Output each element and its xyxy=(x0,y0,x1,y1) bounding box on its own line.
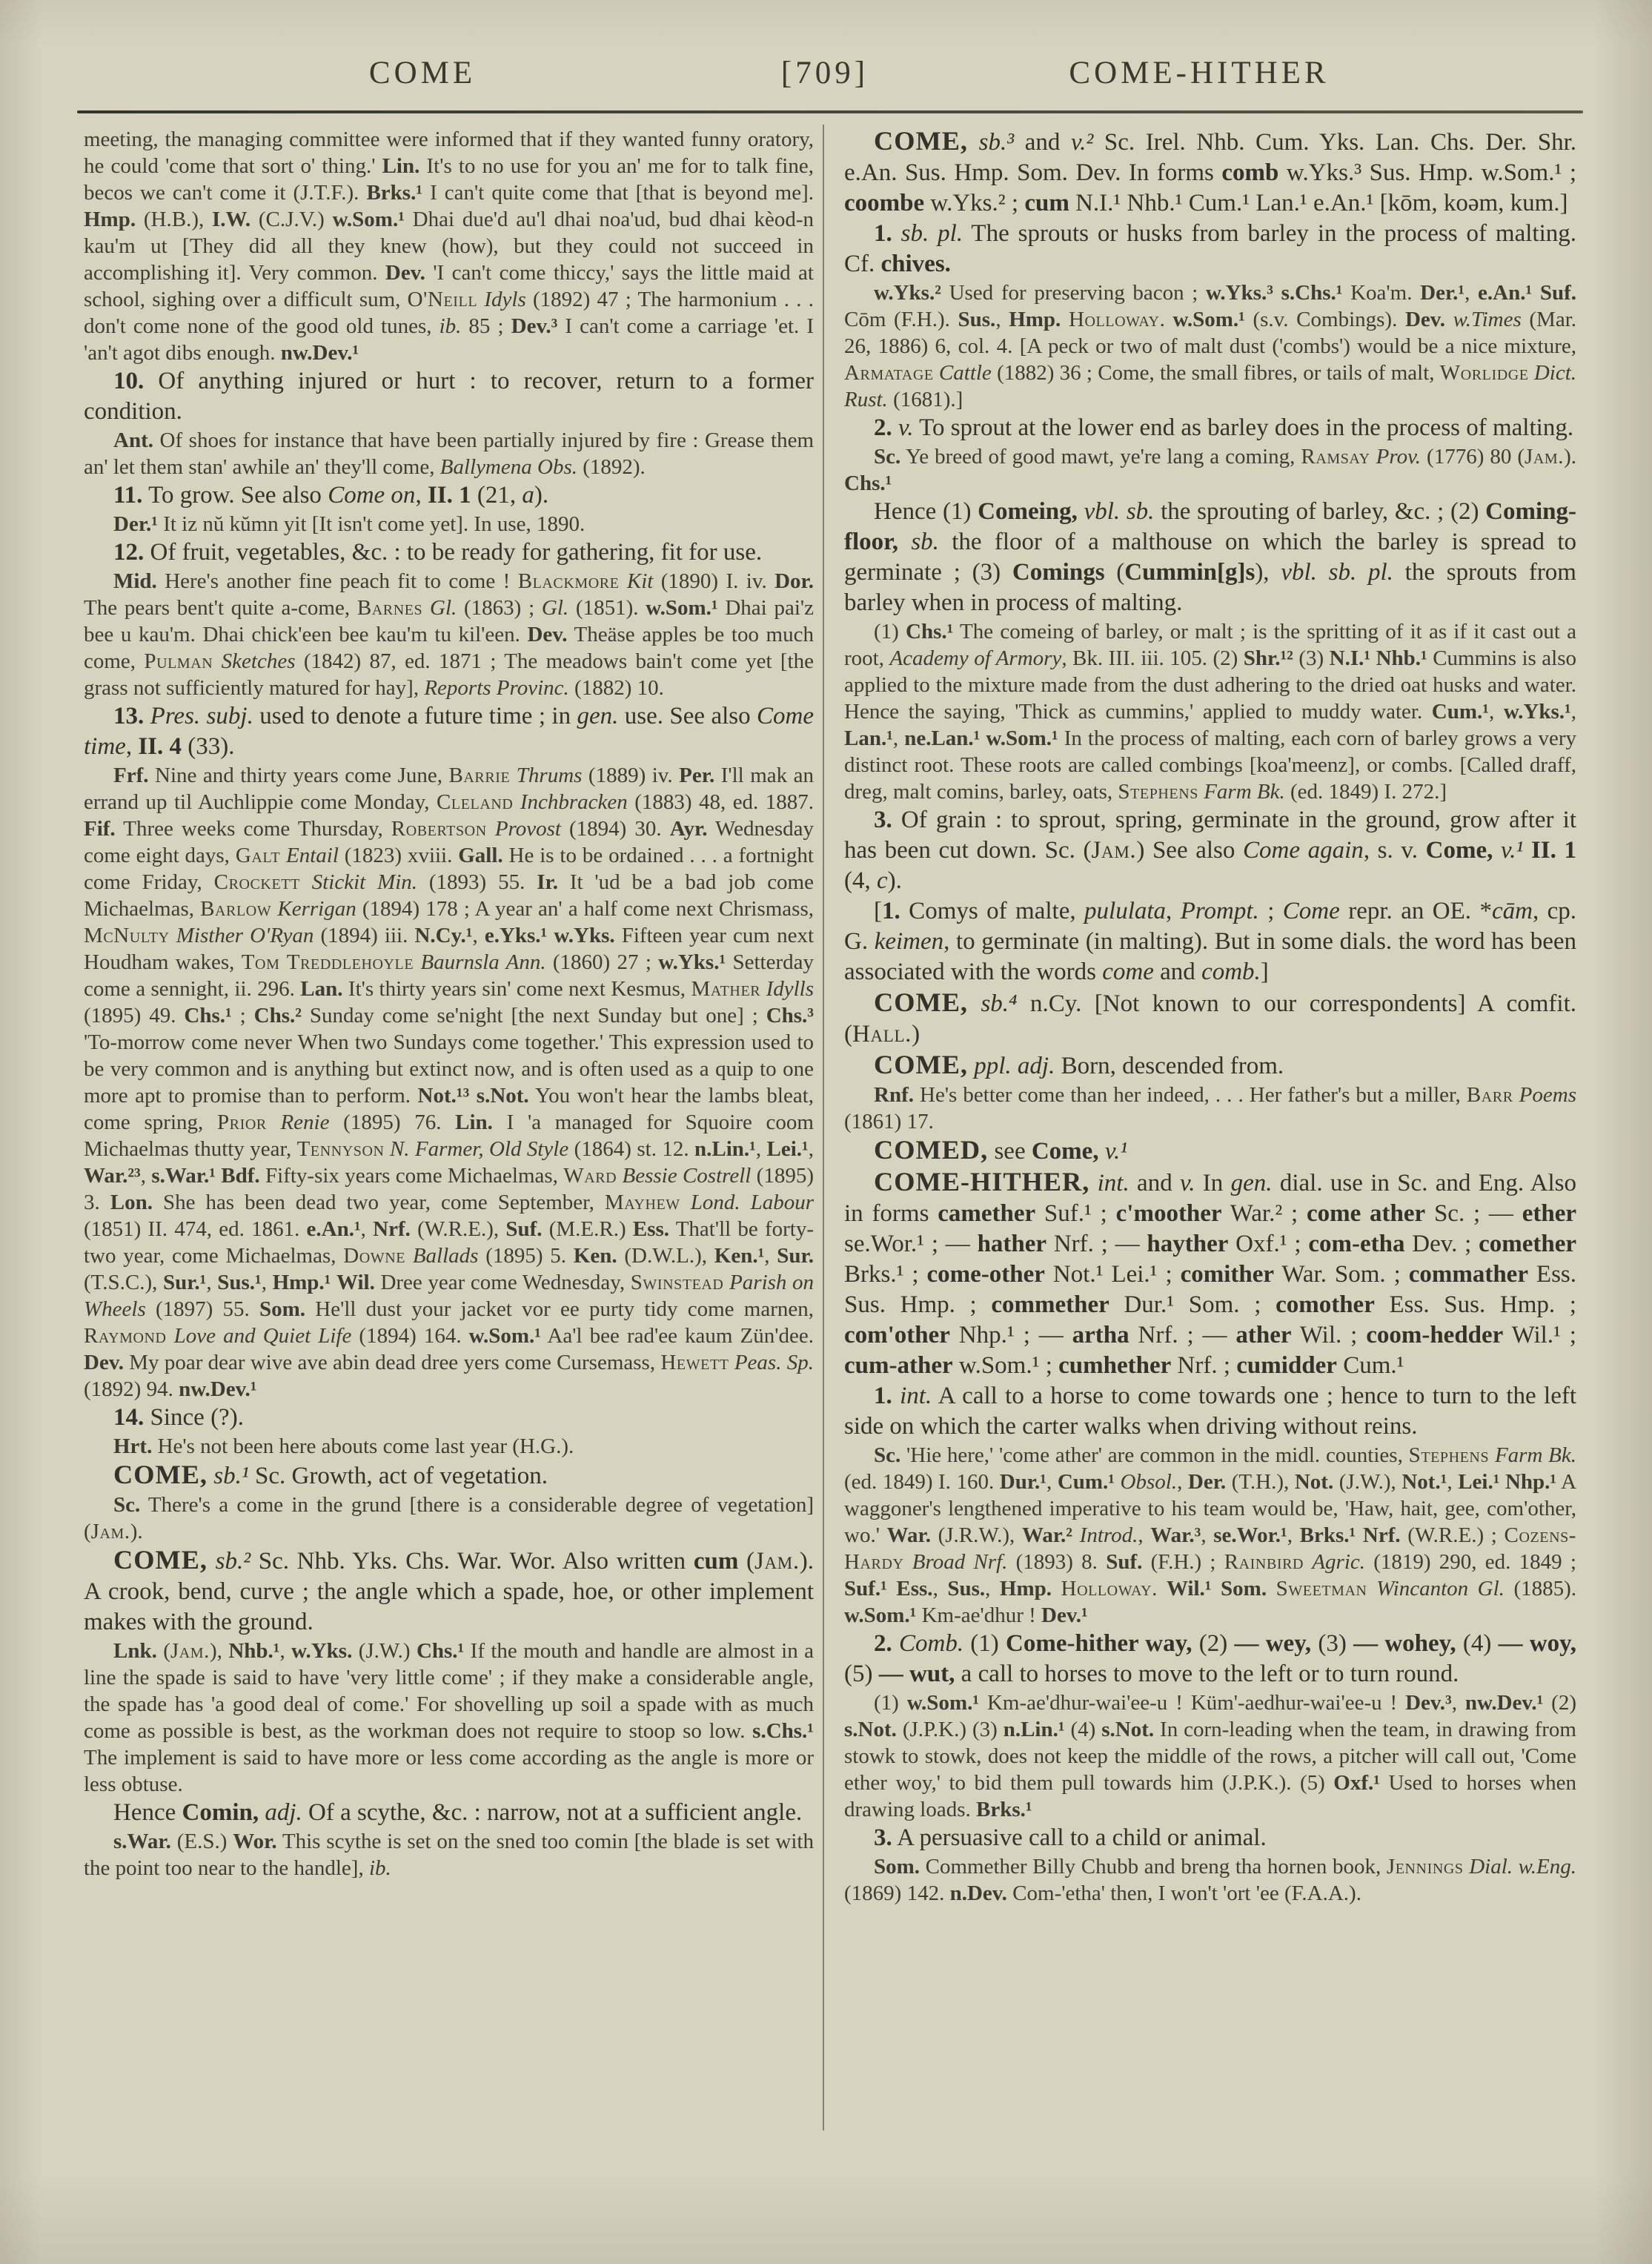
column-left xyxy=(84,126,814,1881)
running-title-right: COME-HITHER xyxy=(1069,56,1330,90)
definition-paragraph: 14. Since (?). xyxy=(113,1404,244,1431)
definition-paragraph: [1. Comys of malte, pululata, Prompt. ; Come repr. an OE. *cām, cp. G. keimen, to germinate (in malting). But in some dials. the word has been associated with the words come and comb.] xyxy=(844,898,1577,985)
running-title-left: COME xyxy=(368,56,477,90)
header-rule xyxy=(77,110,1583,113)
citation-paragraph: Ant. Of shoes for instance that have been partially injured by fire : Grease them an' let them stan' awhile an' they'll come, Ballymena Obs. (1892). xyxy=(84,428,814,479)
column-divider-rule xyxy=(823,125,824,2131)
entry-paragraph: COME, sb.¹ Sc. Growth, act of vegetation. xyxy=(113,1460,548,1489)
definition-paragraph: 11. To grow. See also Come on, II. 1 (21, a). xyxy=(113,482,549,509)
citation-paragraph: Rnf. He's better come than her indeed, . . . Her father's but a miller, Barr Poems (1861) 17. xyxy=(844,1083,1576,1133)
definition-paragraph: 13. Pres. subj. used to denote a future time ; in gen. use. See also Come time, II. 4 (33). xyxy=(84,703,815,760)
citation-paragraph: Sc. 'Hie here,' 'come ather' are common in the midl. counties, Stephens Farm Bk. (ed. 1849) I. 160. Dur.¹, Cum.¹ Obsol., Der. (T.H.), Not. (J.W.), Not.¹, Lei.¹ Nhp.¹ A waggoner's lengthened imperative to his team would be, 'Haw, hait, gee, com'other, wo.' War. (J.R.W.), War.² Introd., War.³, se.Wor.¹, Brks.¹ Nrf. (W.R.E.) ; Cozens-Hardy Broad Nrf. (1893) 8. Suf. (F.H.) ; Rainbird Agric. (1819) 290, ed. 1849 ; Suf.¹ Ess., Sus., Hmp. Holloway. Wil.¹ Som. Sweetman Wincanton Gl. (1885). w.Som.¹ Km-ae'dhur ! Dev.¹ xyxy=(844,1443,1577,1627)
definition-paragraph: 10. Of anything injured or hurt : to recover, return to a former condition. xyxy=(84,368,814,425)
entry-paragraph: COME, sb.⁴ n.Cy. [Not known to our correspondents] A comfit. (Hall.) xyxy=(844,987,1576,1047)
citation-paragraph: Mid. Here's another fine peach fit to come ! Blackmore Kit (1890) I. iv. Dor. The pears bent't quite a-come, Barnes Gl. (1863) ; Gl. (1851). w.Som.¹ Dhai pai'z bee u kau'm. Dhai chick'een bee kau'm tu kil'een. Dev. Theäse apples be too much come, Pulman Sketches (1842) 87, ed. 1871 ; The meadows bain't come yet [the grass not sufficiently matured for hay], Reports Provinc. (1882) 10. xyxy=(84,569,814,700)
definition-paragraph: 2. v. To sprout at the lower end as barley does in the process of malting. xyxy=(874,414,1574,441)
definition-paragraph: 2. Comb. (1) Come-hither way, (2) — wey, (3) — wohey, (4) — woy, (5) — wut, a call to horses to move to the left or to turn round. xyxy=(844,1630,1577,1687)
entry-paragraph: COME, sb.² Sc. Nhb. Yks. Chs. War. Wor. Also written cum (Jam.). A crook, bend, curve ; the angle which a spade, hoe, or other implement makes with the ground. xyxy=(84,1545,814,1635)
citation-paragraph: Sc. There's a come in the grund [there is a considerable degree of vegetation] (Jam.). xyxy=(84,1493,814,1543)
entry-paragraph: COMED, see Come, v.¹ xyxy=(874,1135,1128,1165)
definition-paragraph: 12. Of fruit, vegetables, &c. : to be ready for gathering, fit for use. xyxy=(113,539,763,566)
entry-paragraph: COME, ppl. adj. Born, descended from. xyxy=(874,1050,1284,1079)
definition-paragraph: Hence Comin, adj. Of a scythe, &c. : narrow, not at a sufficient angle. xyxy=(113,1799,803,1826)
citation-paragraph: Lnk. (Jam.), Nhb.¹, w.Yks. (J.W.) Chs.¹ If the mouth and handle are almost in a line the spade is said to have 'very little come' ; if they make a considerable angle, the spade has 'a good deal of come.' For shovelling up soil a spade with as much come as possible is best, as the workman does not require to stoop so low. s.Chs.¹ The implement is said to have more or less come according as the angle is more or less obtuse. xyxy=(84,1639,815,1796)
definition-paragraph: 3. A persuasive call to a child or animal. xyxy=(874,1824,1267,1851)
definition-paragraph: 1. int. A call to a horse to come towards one ; hence to turn to the left side on which the carter walks when driving without reins. xyxy=(844,1383,1577,1440)
entry-paragraph: COME, sb.³ and v.² Sc. Irel. Nhb. Cum. Yks. Lan. Chs. Der. Shr. e.An. Sus. Hmp. Som. Dev. In forms comb w.Yks.³ Sus. Hmp. w.Som.¹ ; coombe w.Yks.² ; cum N.I.¹ Nhb.¹ Cum.¹ Lan.¹ e.An.¹ [kōm, koəm, kum.] xyxy=(844,126,1576,216)
citation-paragraph: Der.¹ It iz nŭ kŭmn yit [It isn't come yet]. In use, 1890. xyxy=(113,512,586,536)
citation-paragraph: (1) w.Som.¹ Km-ae'dhur-wai'ee-u ! Küm'-aedhur-wai'ee-u ! Dev.³, nw.Dev.¹ (2) s.Not. (J.P.K.) (3) n.Lin.¹ (4) s.Not. In corn-leading when the team, in drawing from stowk to stowk, does not keep the middle of the rows, a pitcher will call out, 'Come ether woy,' to bid them pull towards him (J.P.K.). (5) Oxf.¹ Used to horses when drawing loads. Brks.¹ xyxy=(844,1691,1576,1821)
citation-paragraph: s.War. (E.S.) Wor. This scythe is set on the sned too comin [the blade is set with the point too near to the handle], ib. xyxy=(84,1830,814,1880)
citation-paragraph: Hrt. He's not been here abouts come last year (H.G.). xyxy=(113,1434,574,1458)
page-number: [709] xyxy=(780,56,869,90)
citation-paragraph: Frf. Nine and thirty years come June, Barrie Thrums (1889) iv. Per. I'll mak an errand up til Auchlippie come Monday, Cleland Inchbracken (1883) 48, ed. 1887. Fif. Three weeks come Thursday, Robertson Provost (1894) 30. Ayr. Wednesday come eight days, Galt Entail (1823) xviii. Gall. He is to be ordained . . . a fortnight come Friday, Crockett Stickit Min. (1893) 55. Ir. It 'ud be a bad job come Michaelmas, Barlow Kerrigan (1894) 178 ; A year an' a half come next Chrismass, McNulty Misther O'Ryan (1894) iii. N.Cy.¹, e.Yks.¹ w.Yks. Fifteen year cum next Houdham wakes, Tom Treddlehoyle Baurnsla Ann. (1860) 27 ; w.Yks.¹ Setterday come a sennight, ii. 296. Lan. It's thirty years sin' come next Kesmus, Mather Idylls (1895) 49. Chs.¹ ; Chs.² Sunday come se'night [the next Sunday but one] ; Chs.³ 'To-morrow come never When two Sundays come together.' This expression used to be very common and is anything but extinct now, and is often used as a quip to one more apt to promise than to perform. Not.¹³ s.Not. You won't hear the lambs bleat, come spring, Prior Renie (1895) 76. Lin. I 'a managed for Squoire coom Michaelmas thutty year, Tennyson N. Farmer, Old Style (1864) st. 12. n.Lin.¹, Lei.¹, War.²³, s.War.¹ Bdf. Fifty-six years come Michaelmas, Ward Bessie Costrell (1895) 3. Lon. She has been dead two year, come September, Mayhew Lond. Labour (1851) II. 474, ed. 1861. e.An.¹, Nrf. (W.R.E.), Suf. (M.E.R.) Ess. That'll be forty-two year, come Michaelmas, Downe Ballads (1895) 5. Ken. (D.W.L.), Ken.¹, Sur. (T.S.C.), Sur.¹, Sus.¹, Hmp.¹ Wil. Dree year come Wednesday, Swinstead Parish on Wheels (1897) 55. Som. He'll dust your jacket vor ee purty tidy come marnen, Raymond Love and Quiet Life (1894) 164. w.Som.¹ Aa'l bee rad'ee kaum Zün'dee. Dev. My poar dear wive ave abin dead dree yers come Cursemass, Hewett Peas. Sp. (1892) 94. nw.Dev.¹ xyxy=(84,764,815,1401)
definition-paragraph: 1. sb. pl. The sprouts or husks from barley in the process of malting. Cf. chives. xyxy=(844,220,1577,277)
citation-paragraph: meeting, the managing committee were informed that if they wanted funny oratory, he could 'come that sort o' thing.' Lin. It's to no use for you an' me for to talk fine, becos we can't come it (J.T.F.). Brks.¹ I can't quite come that [that is beyond me]. Hmp. (H.B.), I.W. (C.J.V.) w.Som.¹ Dhai due'd au'l dhai noa'ud, bud dhai kèod-n kau'm ut [They did all they knew (how), but they could not succeed in accomplishing it]. Very common. Dev. 'I can't come thiccy,' says the little maid at school, sighing over a difficult sum, O'Neill Idyls (1892) 47 ; The harmonium . . . don't come none of the good old tunes, ib. 85 ; Dev.³ I can't come a carriage 'et. I 'an't agot dibs enough. nw.Dev.¹ xyxy=(84,128,815,365)
definition-paragraph: Hence (1) Comeing, vbl. sb. the sprouting of barley, &c. ; (2) Coming-floor, sb. the floor of a malthouse on which the barley is spread to germinate ; (3) Comings (Cummin[g]s), vbl. sb. pl. the sprouts from barley when in process of malting. xyxy=(844,498,1577,616)
citation-paragraph: w.Yks.² Used for preserving bacon ; w.Yks.³ s.Chs.¹ Koa'm. Der.¹, e.An.¹ Suf. Cōm (F.H.). Sus., Hmp. Holloway. w.Som.¹ (s.v. Combings). Dev. w.Times (Mar. 26, 1886) 6, col. 4. [A peck or two of malt dust ('combs') would be a nice mixture, Armatage Cattle (1882) 36 ; Come, the small fibres, or tails of malt, Worlidge Dict. Rust. (1681).] xyxy=(844,281,1577,411)
citation-paragraph: (1) Chs.¹ The comeing of barley, or malt ; is the spritting of it as if it cast out a root, Academy of Armory, Bk. III. iii. 105. (2) Shr.¹² (3) N.I.¹ Nhb.¹ Cummins is also applied to the mixture made from the dust adhering to the dried oat husks and water. Hence the saying, 'Thick as cummins,' applied to muddy water. Cum.¹, w.Yks.¹, Lan.¹, ne.Lan.¹ w.Som.¹ In the process of malting, each corn of barley grows a very distinct root. These roots are called combings [koa'meenz], or combs. [Called draff, dreg, malt comins, barley, oats, Stephens Farm Bk. (ed. 1849) I. 272.] xyxy=(844,620,1577,804)
definition-paragraph: 3. Of grain : to sprout, spring, germinate in the ground, grow after it has been cut down. Sc. (Jam.) See also Come again, s. v. Come, v.¹ II. 1 (4, c). xyxy=(844,807,1577,894)
column-right xyxy=(844,126,1576,1907)
citation-paragraph: Som. Commether Billy Chubb and breng tha hornen book, Jennings Dial. w.Eng. (1869) 142. n.Dev. Com-'etha' then, I won't 'ort 'ee (F.A.A.). xyxy=(844,1855,1577,1905)
citation-paragraph: Sc. Ye breed of good mawt, ye're lang a coming, Ramsay Prov. (1776) 80 (Jam.). Chs.¹ xyxy=(844,445,1577,495)
entry-paragraph: COME-HITHER, int. and v. In gen. dial. use in Sc. and Eng. Also in forms camether Suf.¹ ; c'moother War.² ; come ather Sc. ; — ether se.Wor.¹ ; — hather Nrf. ; — hayther Oxf.¹ ; com-etha Dev. ; comether Brks.¹ ; come-other Not.¹ Lei.¹ ; comither War. Som. ; commather Ess. Sus. Hmp. ; commether Dur.¹ Som. ; comother Ess. Sus. Hmp. ; com'other Nhp.¹ ; — artha Nrf. ; — ather Wil. ; coom-hedder Wil.¹ ; cum-ather w.Som.¹ ; cumhether Nrf. ; cumidder Cum.¹ xyxy=(844,1167,1577,1379)
